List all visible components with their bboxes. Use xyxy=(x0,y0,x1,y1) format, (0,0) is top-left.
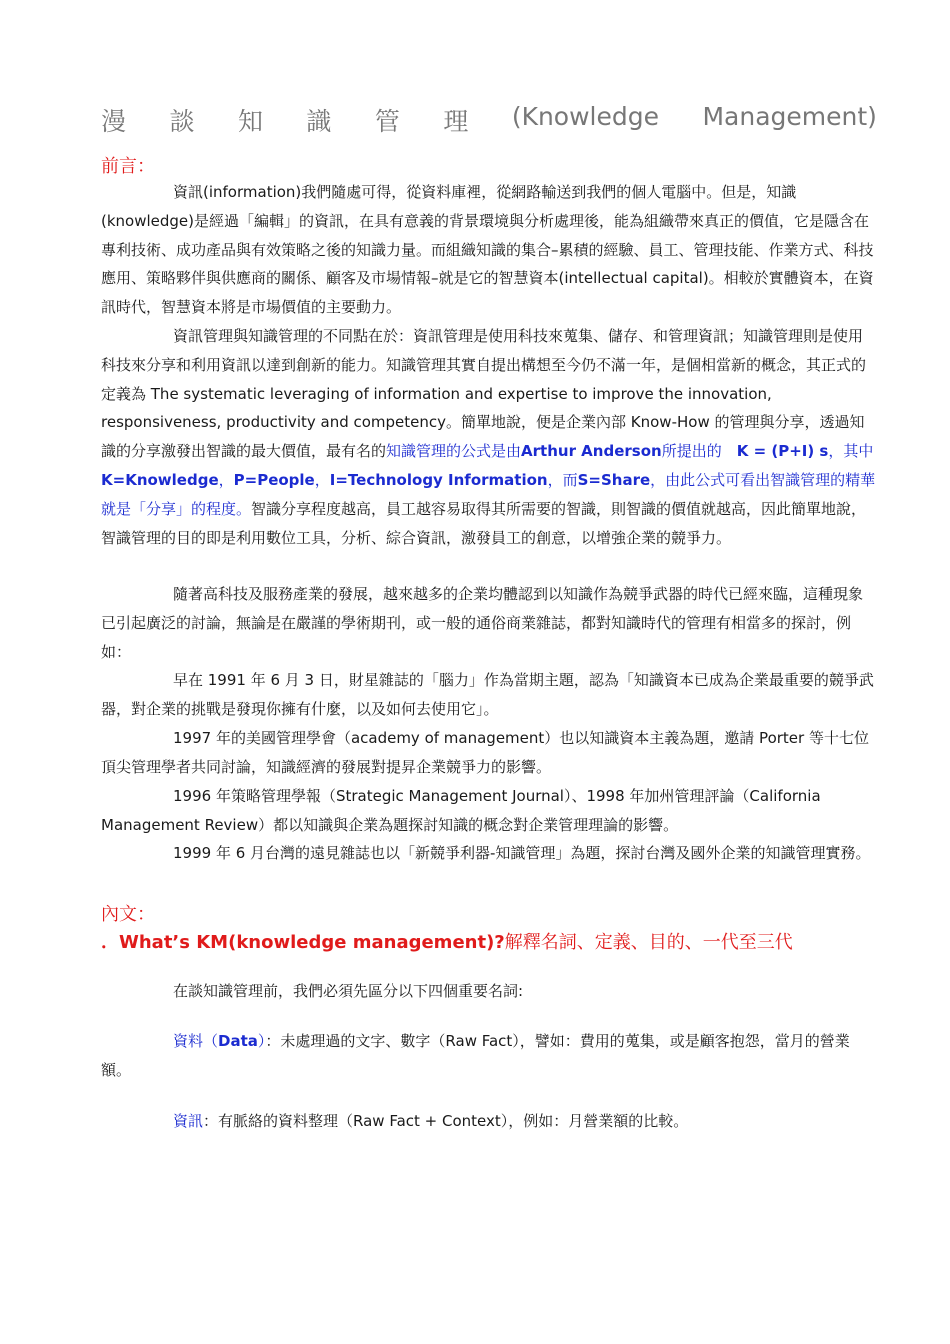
title-char: 知 xyxy=(237,107,263,136)
section-heading xyxy=(101,928,793,954)
formula-p: P=People xyxy=(233,470,315,489)
p2-text-c: 智識分享程度越高，員工越容易取得其所需要的智識，則智識的價值就越高，因此簡單地說，智識管理的目的即是利用數位工具，分析、綜合資訊，激發員工的創意，以增強企業的競爭力。 xyxy=(101,499,867,547)
page-title xyxy=(101,102,877,138)
formula-k: K=Knowledge xyxy=(101,470,219,489)
title-word: Management) xyxy=(702,102,877,131)
title-char: 漫 xyxy=(101,107,127,136)
formula-sep: ， xyxy=(314,470,330,489)
title-char: 談 xyxy=(169,107,195,136)
formula-and: ，而 xyxy=(547,470,578,489)
title-char: 管 xyxy=(374,107,400,136)
formula: K = (P+I) s xyxy=(736,442,829,461)
paragraph-8: 在談知識管理前，我們必須先區分以下四個重要名詞: xyxy=(173,982,524,1000)
paragraph-5: 1997 年的美國管理學會（academy of management）也以知識資本主義為題，邀請 Porter 等十七位頂尖管理學者共同討論，知識經濟的發展對提昇企業競爭力的影響。 xyxy=(101,729,869,776)
term-data-en: Data xyxy=(218,1032,258,1050)
term-information: 資訊 xyxy=(173,1112,204,1130)
formula-sep: ， xyxy=(218,470,234,489)
title-char: 理 xyxy=(443,107,469,136)
p2-text-a: 資訊管理與知識管理的不同點在於：資訊管理是使用科技來蒐集、儲存、和管理資訊；知識管理則是使用科技來分享和利用資訊以達到創新的能力。知識管理其實自提出構想至今仍不滿一年，是個相當新的概念，其正式的定義為 The systematic leveraging of information and expertise to improve the innovation, responsiveness, productivity and competency。簡單地說，便是企業內部 Know-How 的管理與分享，透過知識的分享激發出智識的最大價值，最有名的 xyxy=(101,327,867,461)
paragraph-3: 隨著高科技及服務產業的發展，越來越多的企業均體認到以知識作為競爭武器的時代已經來臨，這種現象已引起廣泛的討論，無論是在嚴謹的學術期刊，或一般的通俗商業雜誌，都對知識時代的管理有相當多的探討，例如： xyxy=(101,585,864,661)
data-definition: ：未處理過的文字、數字（Raw Fact），譬如：費用的蒐集，或是顧客抱怨，當月的營業額。 xyxy=(101,1032,850,1079)
title-word: (Knowledge xyxy=(511,102,659,131)
formula-s: S=Share xyxy=(577,470,651,489)
term-data: 資料（ xyxy=(173,1032,219,1050)
paragraph-2 xyxy=(101,322,877,552)
paragraph-1: 資訊(information)我們隨處可得，從資料庫裡，從網路輸送到我們的個人電腦中。但是，知識(knowledge)是經過「編輯」的資訊，在具有意義的背景環境與分析處理後，能為組織帶來真正的價值，它是隱含在專利技術、成功產品與有效策略之後的知識力量。而組織知識的集合–累積的經驗、員工、管理技能、作業方式、科技應用、策略夥伴與供應商的關係、顧客及市場情報–就是它的智慧資本(intellectual capital)。相較於實體資本，在資訊時代，智慧資本將是市場價值的主要動力。 xyxy=(101,183,874,317)
formula-i: I=Technology Information xyxy=(329,470,548,489)
information-definition: ：有脈絡的資料整理（Raw Fact + Context），例如：月營業額的比較。 xyxy=(203,1112,689,1130)
formula-intro: 知識管理的公式是由 xyxy=(386,442,522,461)
formula-conclusion: ，由此公式可看出智識管理的精華就是「分享」的程度。 xyxy=(101,470,876,518)
paragraph-7: 1999 年 6 月台灣的遠見雜誌也以「新競爭利器-知識管理」為題，探討台灣及國外企業的知識管理實務。 xyxy=(173,844,871,862)
section-heading-bold: ．What’s KM(knowledge management)? xyxy=(101,932,505,953)
paragraph-info-definition xyxy=(101,1107,877,1136)
formula-where: ，其中 xyxy=(828,442,874,461)
section-heading-rest: 解釋名詞、定義、目的、一代至三代 xyxy=(504,932,793,953)
preface-heading: 前言： xyxy=(101,156,155,177)
body-heading: 內文： xyxy=(101,904,155,925)
title-char: 識 xyxy=(306,107,332,136)
paragraph-4: 早在 1991 年 6 月 3 日，財星雜誌的「腦力」作為當期主題，認為「知識資本已成為企業最重要的競爭武器，對企業的挑戰是發現你擁有什麼，以及如何去使用它」。 xyxy=(101,671,874,718)
paragraph-6: 1996 年策略管理學報（Strategic Management Journal）、1998 年加州管理評論（California Management Review）都以知識與企業為題探討知識的概念對企業管理理論的影響。 xyxy=(101,787,821,834)
formula-author: Arthur Anderson xyxy=(521,442,662,461)
formula-proposed: 所提出的 xyxy=(661,442,737,461)
term-data-end: ） xyxy=(257,1032,266,1050)
paragraph-data-definition xyxy=(101,1027,877,1085)
